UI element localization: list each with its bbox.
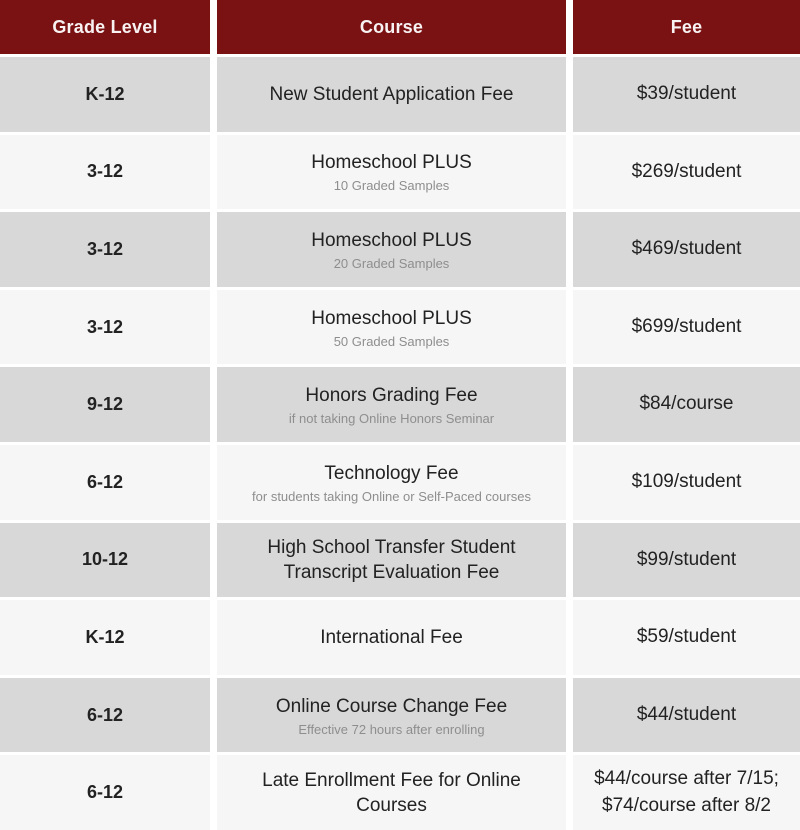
grade-cell: [0, 135, 210, 210]
course-cell: [217, 367, 566, 442]
fee-cell: [573, 367, 800, 442]
fee-value: $699/student: [631, 315, 742, 337]
course-name: Homeschool PLUS: [311, 229, 472, 251]
grade-level-value: K-12: [85, 626, 125, 647]
grade-cell: [0, 367, 210, 442]
course-subtitle: 20 Graded Samples: [333, 256, 450, 272]
grade-cell: [0, 523, 210, 598]
grade-cell: [0, 445, 210, 520]
fee-value: $99/student: [636, 548, 737, 570]
fee-value: $109/student: [631, 470, 742, 492]
course-name: High School Transfer Student Transcript Evaluation Fee: [267, 536, 516, 583]
course-subtitle: 10 Graded Samples: [333, 178, 450, 194]
header-fee: Fee: [573, 0, 800, 54]
course-subtitle: if not taking Online Honors Seminar: [288, 411, 495, 427]
course-name: International Fee: [320, 626, 463, 648]
fee-value: $59/student: [636, 626, 737, 648]
fee-cell: [573, 600, 800, 675]
fee-value: $269/student: [631, 160, 742, 182]
grade-level-value: 10-12: [81, 549, 129, 570]
grade-cell: [0, 290, 210, 365]
grade-level-value: 3-12: [86, 238, 124, 259]
course-cell: [217, 600, 566, 675]
fee-value: $469/student: [631, 238, 742, 260]
course-name: Late Enrollment Fee for Online Courses: [262, 769, 521, 816]
course-subtitle: for students taking Online or Self-Paced courses: [252, 488, 531, 504]
course-name: Technology Fee: [324, 462, 459, 484]
fee-cell: [573, 57, 800, 132]
grade-cell: [0, 57, 210, 132]
course-cell: [217, 290, 566, 365]
grade-cell: [0, 678, 210, 753]
grade-cell: [0, 600, 210, 675]
course-subtitle: Effective 72 hours after enrolling: [298, 721, 485, 737]
grade-level-value: 9-12: [86, 394, 124, 415]
fee-value: $84/course: [639, 393, 734, 415]
course-cell: [217, 678, 566, 753]
fee-cell: [573, 290, 800, 365]
grade-level-value: 6-12: [86, 782, 124, 803]
course-cell: [217, 212, 566, 287]
course-cell: [217, 755, 566, 830]
grade-level-value: K-12: [85, 83, 125, 104]
course-subtitle: 50 Graded Samples: [333, 333, 450, 349]
fee-cell: [573, 523, 800, 598]
course-name: Homeschool PLUS: [311, 152, 472, 174]
fee-cell: [573, 445, 800, 520]
course-cell: [217, 445, 566, 520]
grade-level-value: 6-12: [86, 471, 124, 492]
course-cell: [217, 523, 566, 598]
grade-level-value: 3-12: [86, 161, 124, 182]
fee-cell: [573, 212, 800, 287]
header-course: Course: [217, 0, 566, 54]
grade-cell: [0, 212, 210, 287]
grade-cell: [0, 755, 210, 830]
course-name: Honors Grading Fee: [305, 385, 478, 407]
fee-cell: [573, 755, 800, 830]
course-cell: [217, 57, 566, 132]
course-name: New Student Application Fee: [269, 83, 514, 105]
fee-value: $44/course after 7/15; $74/course after 8/2: [594, 768, 779, 816]
course-name: Homeschool PLUS: [311, 307, 472, 329]
header-grade-level: Grade Level: [0, 0, 210, 54]
fee-cell: [573, 678, 800, 753]
grade-level-value: 6-12: [86, 704, 124, 725]
fee-value: $44/student: [636, 703, 737, 725]
course-name: Online Course Change Fee: [275, 695, 508, 717]
fee-cell: [573, 135, 800, 210]
grade-level-value: 3-12: [86, 316, 124, 337]
course-cell: [217, 135, 566, 210]
fee-value: $39/student: [636, 83, 737, 104]
